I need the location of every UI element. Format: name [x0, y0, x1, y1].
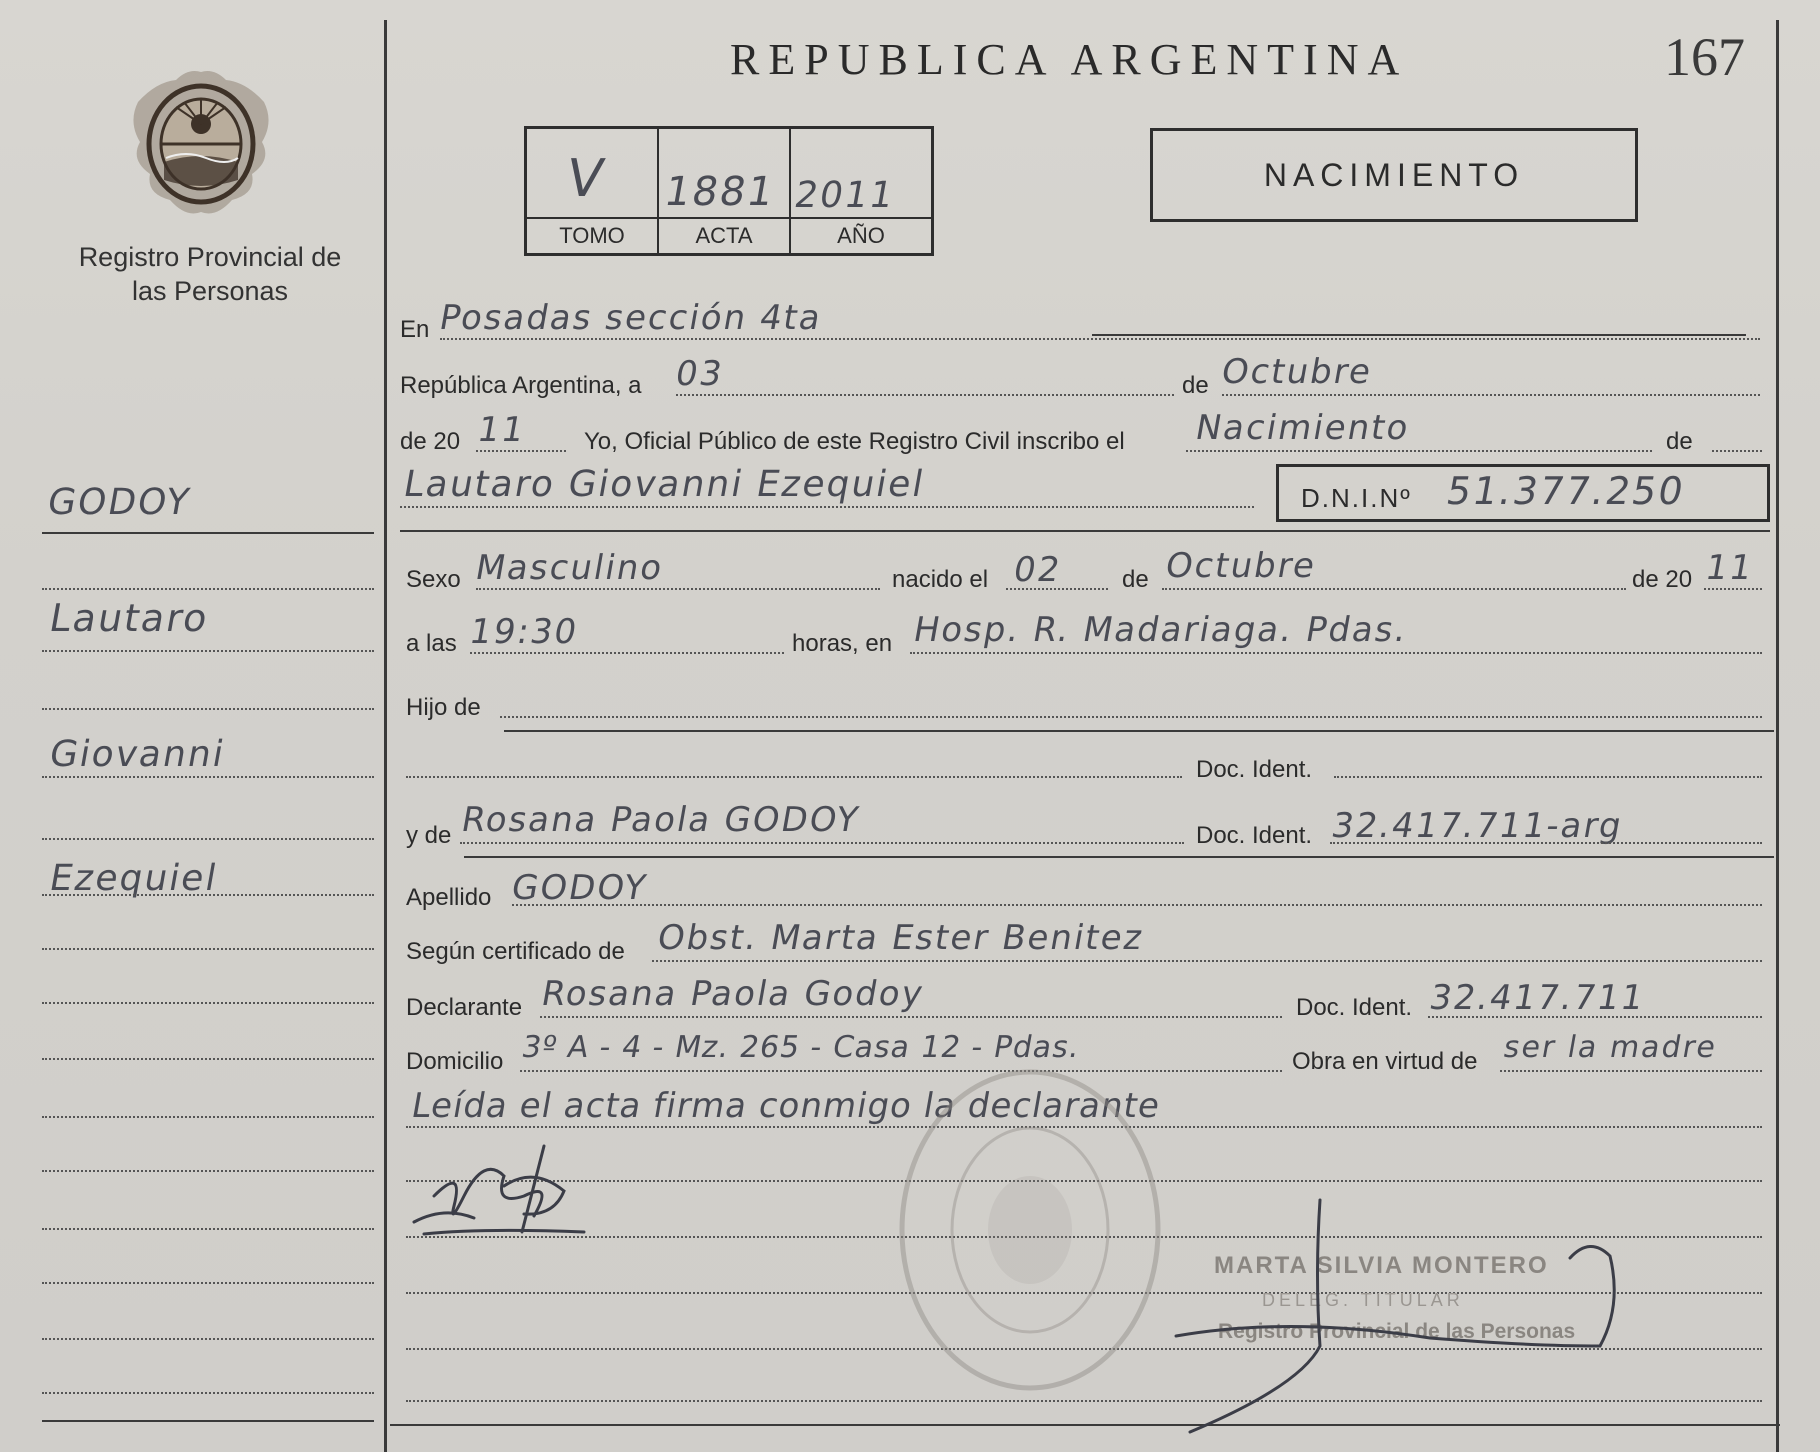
margin-dots	[42, 1392, 374, 1394]
mother-rule	[464, 856, 1774, 858]
margin-dots	[42, 1282, 374, 1284]
margin-dots	[42, 894, 374, 896]
birth-day-dots	[1006, 588, 1108, 590]
sexo-dots	[476, 588, 880, 590]
ano-value: 2011	[791, 175, 899, 216]
dni-label: D.N.I.Nº	[1301, 483, 1412, 513]
sexo-label: Sexo	[406, 566, 461, 593]
margin-dots	[42, 650, 374, 652]
hour-value: 19:30	[466, 612, 582, 652]
apellido-dots	[512, 904, 1762, 906]
apellido-label: Apellido	[406, 884, 492, 911]
segun-dots	[652, 960, 1762, 962]
margin-bottom-rule	[42, 1420, 374, 1422]
father-doc-label: Doc. Ident.	[1196, 756, 1313, 783]
margin-dots	[42, 1002, 374, 1004]
act-type-box	[1150, 128, 1638, 222]
declarante-doc-label: Doc. Ident.	[1296, 994, 1413, 1021]
column-divider	[384, 20, 387, 1452]
page-number: 167	[1664, 27, 1745, 87]
tomo-label: TOMO	[559, 223, 625, 248]
inscribo-value: Nacimiento	[1192, 408, 1414, 448]
acta-label: ACTA	[695, 223, 753, 248]
registry-round-seal-icon	[890, 1060, 1170, 1400]
de-end-label: de	[1666, 428, 1693, 455]
place-value: Hosp. R. Madariaga. Pdas.	[910, 610, 1412, 650]
margin-name-2: Giovanni	[46, 734, 229, 775]
official-name: MARTA SILVIA MONTERO	[1214, 1252, 1549, 1279]
nacido-label: nacido el	[892, 566, 989, 593]
dni-value: 51.377.250	[1443, 469, 1689, 513]
birth-de-label: de	[1122, 566, 1149, 593]
alas-label: a las	[406, 630, 457, 657]
margin-rule	[42, 532, 374, 534]
margin-surname: GODOY	[44, 482, 194, 523]
month-value: Octubre	[1218, 352, 1376, 392]
birth-month: Octubre	[1162, 546, 1320, 586]
margin-dots	[42, 838, 374, 840]
acta-value: 1881	[660, 169, 779, 215]
registry-name: Registro Provincial de las Personas	[78, 242, 342, 306]
declarante-doc-dots	[1428, 1016, 1762, 1018]
official-signature	[1170, 1196, 1630, 1436]
country-title: REPUBLICA ARGENTINA	[730, 35, 1409, 84]
margin-dots	[42, 1058, 374, 1060]
margin-dots	[42, 1338, 374, 1340]
segun-value: Obst. Marta Ester Benitez	[654, 918, 1148, 958]
obra-dots	[1500, 1070, 1762, 1072]
de20-label: de 20	[400, 428, 461, 455]
margin-dots	[42, 1228, 374, 1230]
declarante-label: Declarante	[406, 994, 523, 1021]
margin-dots	[42, 776, 374, 778]
name-rule	[400, 530, 1770, 532]
sexo-value: Masculino	[472, 548, 667, 588]
act-type: NACIMIENTO	[1263, 157, 1525, 193]
declarant-signature	[404, 1136, 644, 1256]
mother-doc-dots	[1330, 842, 1762, 844]
birth-day: 02	[1010, 550, 1065, 590]
child-name-value: Lautaro Giovanni Ezequiel	[400, 464, 929, 505]
mother-dots	[460, 842, 1184, 844]
hijo-dots	[500, 716, 1762, 718]
declarante-value: Rosana Paola Godoy	[538, 974, 928, 1014]
margin-dots	[42, 708, 374, 710]
day-dots	[676, 394, 1174, 396]
mother-value: Rosana Paola GODOY	[458, 800, 863, 840]
father-doc-dots	[1334, 776, 1762, 778]
place-dots	[910, 652, 1762, 654]
en-dots	[440, 338, 1760, 340]
declarante-dots	[540, 1016, 1282, 1018]
year-dots	[476, 450, 566, 452]
name-dots	[400, 506, 1254, 508]
obra-label: Obra en virtud de	[1292, 1048, 1478, 1075]
en-label: En	[400, 316, 430, 343]
tomo-value: V	[561, 149, 610, 209]
birth-month-dots	[1162, 588, 1626, 590]
segun-label: Según certificado de	[406, 938, 625, 965]
de-end-dots	[1712, 450, 1762, 452]
dni-box	[1276, 464, 1770, 522]
day-value: 03	[672, 354, 727, 394]
hour-dots	[470, 652, 784, 654]
right-border	[1776, 20, 1779, 1452]
margin-name-3: Ezequiel	[46, 858, 222, 899]
declarante-doc-value: 32.417.711	[1426, 978, 1649, 1018]
ano-label: AÑO	[837, 223, 885, 248]
official-office: Registro Provincial de las Personas	[1218, 1320, 1576, 1343]
official-role: DELEG. TITULAR	[1262, 1290, 1464, 1310]
birth-year: 11	[1702, 548, 1757, 588]
birth-year-dots	[1704, 588, 1762, 590]
apellido-value: GODOY	[508, 868, 651, 908]
margin-name-1: Lautaro	[46, 596, 213, 640]
de-label: de	[1182, 372, 1209, 399]
yde-label: y de	[406, 822, 452, 849]
hijo-label: Hijo de	[406, 694, 481, 721]
year-value: 11	[474, 410, 529, 450]
month-dots	[1222, 394, 1760, 396]
domicilio-label: Domicilio	[406, 1048, 504, 1075]
margin-dots	[42, 588, 374, 590]
obra-value: ser la madre	[1500, 1030, 1721, 1065]
mother-doc-label: Doc. Ident.	[1196, 822, 1313, 849]
inscribo-dots	[1186, 450, 1652, 452]
en-value: Posadas sección 4ta	[436, 298, 826, 338]
provincial-seal-icon	[126, 62, 276, 220]
republica-label: República Argentina, a	[400, 372, 642, 399]
hijo-rule	[504, 730, 1774, 732]
yo-label: Yo, Oficial Público de este Registro Civil inscribo el	[584, 428, 1125, 455]
en-underline	[1092, 334, 1746, 336]
birth-de20-label: de 20	[1632, 566, 1693, 593]
margin-dots	[42, 1170, 374, 1172]
mother-doc-value: 32.417.711-arg	[1328, 806, 1627, 846]
margin-dots	[42, 948, 374, 950]
leida-value: Leída el acta firma conmigo la declarante	[408, 1086, 1164, 1126]
horas-label: horas, en	[792, 630, 893, 657]
record-number-box	[524, 126, 934, 256]
box-divider	[527, 217, 931, 219]
father-dots	[406, 776, 1182, 778]
margin-dots	[42, 1116, 374, 1118]
domicilio-value: 3º A - 4 - Mz. 265 - Casa 12 - Pdas.	[518, 1030, 1083, 1065]
